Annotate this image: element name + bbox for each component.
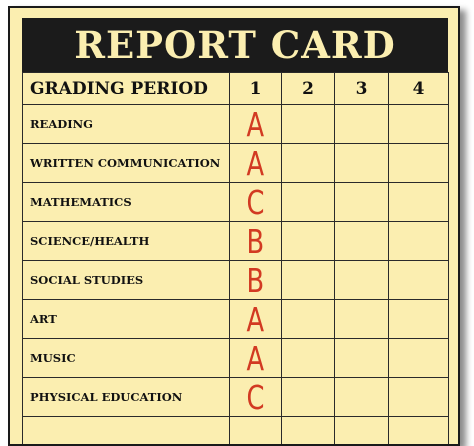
grade-cell-period-1 — [230, 261, 282, 300]
grade-value: C — [247, 186, 265, 219]
grade-cell-period-3 — [335, 378, 389, 417]
table-row — [23, 183, 449, 222]
table-row — [23, 339, 449, 378]
grade-value: B — [247, 264, 265, 297]
grade-cell-period-1 — [230, 144, 282, 183]
page-title: REPORT CARD — [74, 23, 396, 67]
period-header-2: 2 — [282, 73, 335, 105]
table-row — [23, 222, 449, 261]
grade-cell-period-4 — [389, 417, 449, 446]
grade-cell-period-3 — [335, 417, 389, 446]
grade-cell-period-4 — [389, 105, 449, 144]
grade-cell-period-2 — [282, 339, 335, 378]
period-header-4: 4 — [389, 73, 449, 105]
table-row — [23, 378, 449, 417]
period-header-1: 1 — [230, 73, 282, 105]
subject-label: ART — [23, 300, 230, 339]
grade-value: B — [247, 225, 265, 258]
subject-label: SOCIAL STUDIES — [23, 261, 230, 300]
table-row — [23, 105, 449, 144]
grade-cell-period-4 — [389, 300, 449, 339]
subject-label — [23, 417, 230, 446]
subject-label: READING — [23, 105, 230, 144]
grade-cell-period-2 — [282, 378, 335, 417]
table-row — [23, 300, 449, 339]
grade-cell-period-2 — [282, 417, 335, 446]
grade-cell-period-1 — [230, 378, 282, 417]
grade-cell-period-4 — [389, 378, 449, 417]
grade-cell-period-2 — [282, 105, 335, 144]
title-bar — [22, 18, 448, 72]
grade-cell-period-3 — [335, 222, 389, 261]
grade-cell-period-2 — [282, 261, 335, 300]
subject-label: SCIENCE/HEALTH — [23, 222, 230, 261]
header-row — [23, 73, 449, 105]
table-row — [23, 261, 449, 300]
grade-value: C — [247, 381, 265, 414]
grade-cell-period-3 — [335, 105, 389, 144]
grade-cell-period-3 — [335, 183, 389, 222]
grade-cell-period-4 — [389, 144, 449, 183]
grade-cell-period-4 — [389, 183, 449, 222]
grade-cell-period-1 — [230, 339, 282, 378]
period-header-3: 3 — [335, 73, 389, 105]
grade-cell-period-4 — [389, 222, 449, 261]
grading-period-label: GRADING PERIOD — [23, 73, 230, 105]
grade-cell-period-2 — [282, 144, 335, 183]
grade-cell-period-3 — [335, 300, 389, 339]
grade-cell-period-1 — [230, 417, 282, 446]
grade-value: A — [247, 303, 265, 336]
grade-cell-period-1 — [230, 222, 282, 261]
subject-label: PHYSICAL EDUCATION — [23, 378, 230, 417]
grade-cell-period-2 — [282, 183, 335, 222]
grade-cell-period-1 — [230, 300, 282, 339]
subject-label: MATHEMATICS — [23, 183, 230, 222]
subject-label: MUSIC — [23, 339, 230, 378]
grades-table — [22, 72, 449, 446]
grade-cell-period-4 — [389, 261, 449, 300]
grade-cell-period-1 — [230, 105, 282, 144]
grade-cell-period-2 — [282, 300, 335, 339]
grade-cell-period-2 — [282, 222, 335, 261]
grade-cell-period-1 — [230, 183, 282, 222]
table-row — [23, 144, 449, 183]
grade-cell-period-3 — [335, 261, 389, 300]
report-card — [8, 6, 460, 446]
grade-value: A — [247, 147, 265, 180]
grade-cell-period-3 — [335, 144, 389, 183]
table-row — [23, 417, 449, 446]
subject-label: WRITTEN COMMUNICATION — [23, 144, 230, 183]
grade-cell-period-3 — [335, 339, 389, 378]
grade-cell-period-4 — [389, 339, 449, 378]
grade-value: A — [247, 342, 265, 375]
grade-value: A — [247, 108, 265, 141]
